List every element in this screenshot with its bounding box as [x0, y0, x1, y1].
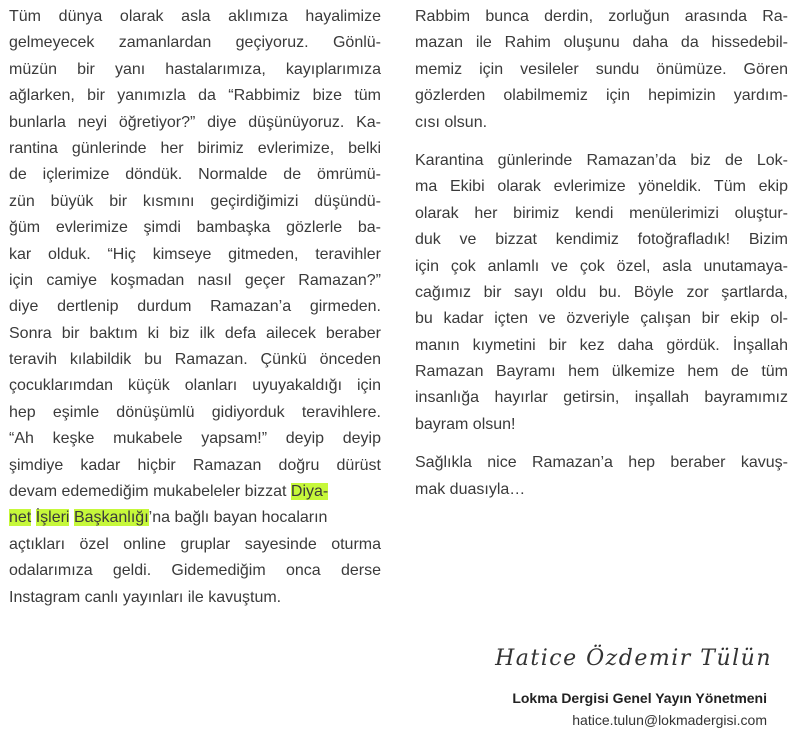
body-line: hep eşimle dönüşümlü gidiyorduk teravihlere. [9, 403, 381, 421]
body-line: duk ve bizzat kendimiz fotoğrafladık! Bizim [415, 231, 788, 249]
body-line: çocuklarımdan küçük olanları uyuyakaldığı için [9, 377, 381, 395]
body-line: Ramazan Bayramı hem ülkemize hem de tüm [415, 363, 788, 381]
body-line: ma Ekibi olarak evlerimize yöneldik. Tüm ekip [415, 178, 788, 196]
paragraph-gap [415, 438, 788, 450]
highlighted-text: net [9, 509, 32, 527]
highlighted-text: Diya- [290, 483, 329, 501]
body-line: ağlarken, bir yanımızla da “Rabbimiz bize tüm [9, 87, 381, 105]
body-line: diye dertlenip durdum Ramazan’a girmeden. [9, 298, 381, 316]
paragraph-3 [415, 450, 788, 503]
body-line: Sağlıkla nice Ramazan’a hep beraber kavuş- [415, 454, 788, 472]
body-line: Rabbim bunca derdin, zorluğun arasında Ra- [415, 8, 788, 25]
body-line: olarak her birimiz kendi menülerimizi oluştur- [415, 204, 788, 222]
body-line: cağımız bir sayı oldu bu. Böyle zor şartlarda, [415, 283, 788, 301]
body-line: de içlerimize döndük. Normalde de ömrümü- [9, 166, 381, 184]
body-line: bayram olsun! [415, 415, 516, 433]
body-line: mak duasıyla… [415, 480, 526, 498]
body-line: kar olduk. “Hiç kimseye gitmeden, teravihler [9, 245, 381, 263]
body-line: gelmeyecek zamanlardan geçiyoruz. Gönlü- [9, 34, 381, 52]
body-line: Karantina günlerinde Ramazan’da biz de Lok- [415, 151, 788, 169]
body-line: cısı olsun. [415, 113, 488, 131]
left-column [9, 4, 381, 611]
body-line: Sonra bir baktım ki biz ilk defa ailecek beraber [9, 324, 381, 342]
body-line: ğüm evlerimize şimdi bambaşka gözlerle ba- [9, 219, 381, 237]
body-line-highlight-1 [9, 479, 381, 505]
paragraph-2 [415, 148, 788, 438]
body-line: rantina günlerinde her birimiz evlerimize, belki [9, 139, 381, 157]
body-line: şimdiye kadar hiçbir Ramazan doğru dürüst [9, 456, 381, 474]
body-line: odalarımıza geldi. Gidemediğim onca derse [9, 562, 381, 580]
paragraph-1 [415, 4, 788, 136]
body-line: mazan ile Rahim oluşunu daha da hissedebil- [415, 34, 788, 52]
body-line: için camiye koşmadan nasıl geçer Ramazan?” [9, 271, 381, 289]
highlighted-text: İşleri [35, 509, 70, 527]
body-line: “Ah keşke mukabele yapsam!” deyip deyip [9, 430, 381, 448]
body-line: gözlerden olabilmemiz için hepimizin yardım- [415, 87, 788, 105]
author-email: hatice.tulun@lokmadergisi.com [572, 712, 767, 728]
text-segment: ’na bağlı bayan hocaların [148, 509, 328, 527]
body-line: zün büyük bir kısmını geçirdiğimizi düşündü- [9, 192, 381, 210]
body-line-highlight-2 [9, 505, 381, 531]
paragraph-gap [415, 136, 788, 148]
author-role: Lokma Dergisi Genel Yayın Yönetmeni [512, 690, 767, 706]
body-line: bunlarla neyi öğretiyor?” diye düşünüyoruz. Ka- [9, 113, 381, 131]
body-line: memiz için vesileler sundu önümüze. Gören [415, 60, 788, 78]
text-segment: devam edemediğim mukabeleler bizzat [9, 483, 291, 501]
body-line: teravih kılabildik bu Ramazan. Çünkü önceden [9, 351, 381, 369]
body-line: müzün bir yanı hastalarımıza, kayıplarımıza [9, 60, 381, 78]
body-line: için çok anlamlı ve çok özel, asla unutamaya- [415, 257, 788, 275]
author-signature: Hatice Özdemir Tülün [495, 646, 772, 671]
body-line: Tüm dünya olarak asla aklımıza hayalimize [9, 8, 381, 25]
highlighted-text: Başkanlığı [73, 509, 149, 527]
body-line: manın kıymetini bir kez daha gördük. İnşallah [415, 336, 788, 354]
body-line: Instagram canlı yayınları ile kavuştum. [9, 588, 282, 606]
right-column [415, 4, 788, 503]
body-line: bu kadar içten ve özveriyle çalışan bir ekip ol- [415, 310, 788, 328]
body-line: açtıkları özel online gruplar sayesinde oturma [9, 535, 381, 553]
body-line: insanlığa hayırlar getirsin, inşallah bayramımız [415, 389, 788, 407]
